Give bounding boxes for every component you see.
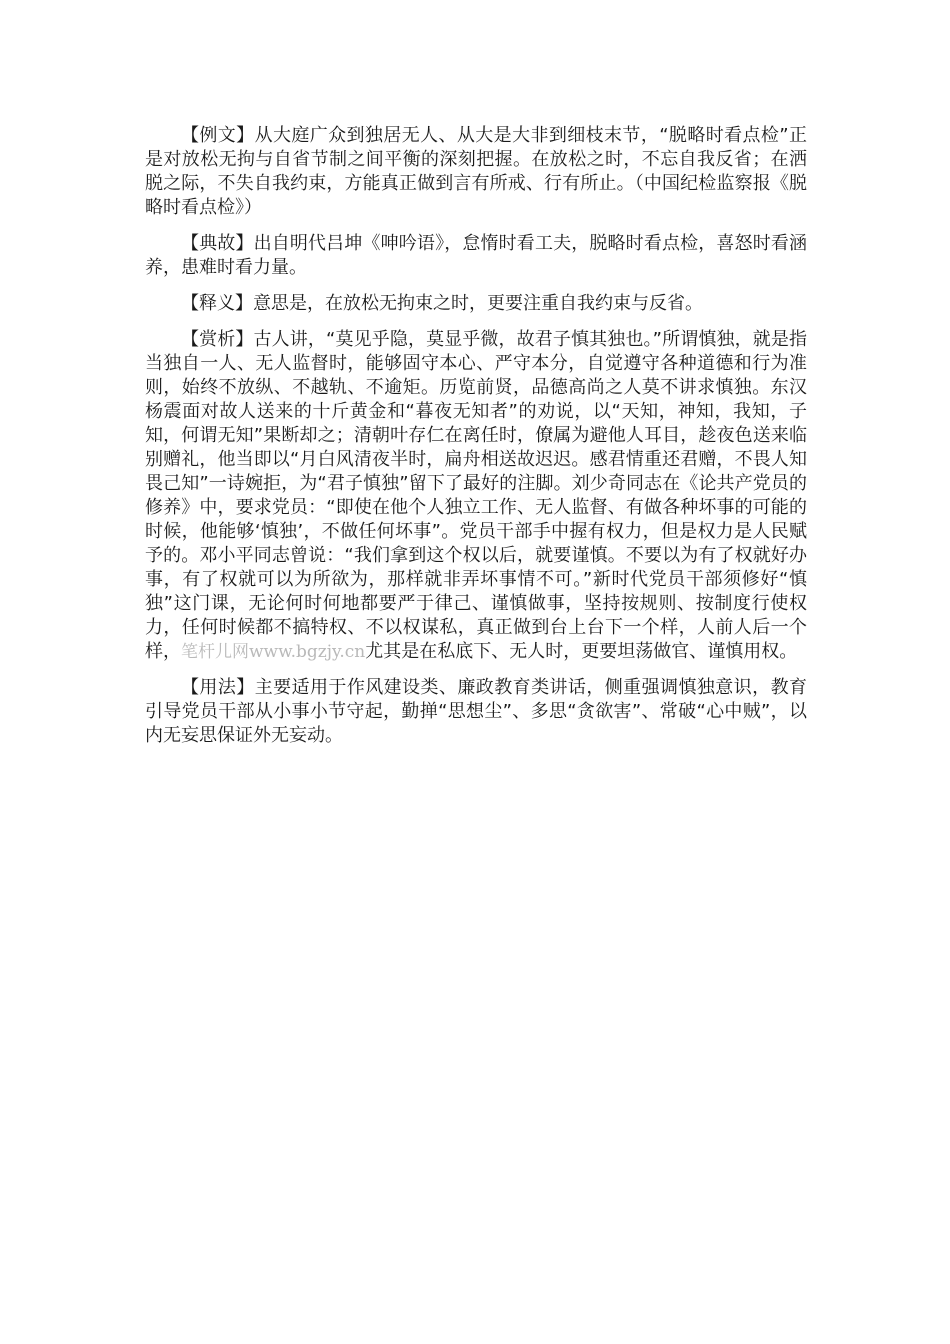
paragraph-usage: [145, 676, 807, 748]
text-example: 从大庭广众到独居无人、从大是大非到细枝末节，“脱略时看点检”正是对放松无拘与自省节制之间平衡的深刻把握。在放松之时，不忘自我反省；在洒脱之际，不失自我约束，方能真正做到言有所戒、行有所止。（中国纪检监察报《脱略时看点检》）: [145, 125, 807, 218]
watermark-text: 笔杆儿网www.bgzjy.cn: [181, 642, 366, 662]
label-meaning: 【释义】: [181, 293, 253, 314]
paragraph-example: [145, 124, 807, 220]
text-usage: 主要适用于作风建设类、廉政教育类讲话，侧重强调慎独意识，教育引导党员干部从小事小节守起，勤掸“思想尘”、多思“贪欲害”、常破“心中贼”，以内无妄思保证外无妄动。: [145, 677, 808, 746]
label-usage: 【用法】: [181, 677, 255, 698]
label-analysis: 【赏析】: [181, 329, 254, 350]
text-allusion: 出自明代吕坤《呻吟语》，怠惰时看工夫，脱略时看点检，喜怒时看涵养，患难时看力量。: [145, 233, 808, 278]
paragraph-allusion: [145, 232, 807, 280]
paragraph-meaning: [145, 292, 807, 316]
document-body: [145, 124, 807, 760]
label-example: 【例文】: [181, 125, 255, 146]
text-analysis: 古人讲，“莫见乎隐，莫显乎微，故君子慎其独也。”所谓慎独，就是指当独自一人、无人监督时，能够固守本心、严守本分，自觉遵守各种道德和行为准则，始终不放纵、不越轨、不逾矩。历览前贤，品德高尚之人莫不讲求慎独。东汉杨震面对故人送来的十斤黄金和“暮夜无知者”的劝说，以“天知，神知，我知，子知，何谓无知”果断却之；清朝叶存仁在离任时，僚属为避他人耳目，趁夜色送来临别赠礼，他当即以“月白风清夜半时，扁舟相送故迟迟。感君情重还君赠，不畏人知畏己知”一诗婉拒，为“君子慎独”留下了最好的注脚。刘少奇同志在《论共产党员的修养》中，要求党员：“即使在他个人独立工作、无人监督、有做各种坏事的可能的时候，他能够‘慎独’，不做任何坏事”。党员干部手中握有权力，但是权力是人民赋予的。邓小平同志曾说：“我们拿到这个权以后，就要谨慎。不要以为有了权就好办事，有了权就可以为所欲为，那样就非弄坏事情不可。”新时代党员干部须修好“慎独”这门课，无论何时何地都要严于律己、谨慎做事，坚持按规则、按制度行使权力，任何时候都不搞特权、不以权谋私，真正做到台上台下一个样，人前人后一个样，: [145, 329, 807, 662]
text-meaning: 意思是，在放松无拘束之时，更要注重自我约束与反省。: [253, 293, 703, 314]
paragraph-analysis: [145, 328, 807, 664]
text-analysis-end: 尤其是在私底下、无人时，更要坦荡做官、谨慎用权。: [365, 641, 798, 662]
label-allusion: 【典故】: [181, 233, 254, 254]
